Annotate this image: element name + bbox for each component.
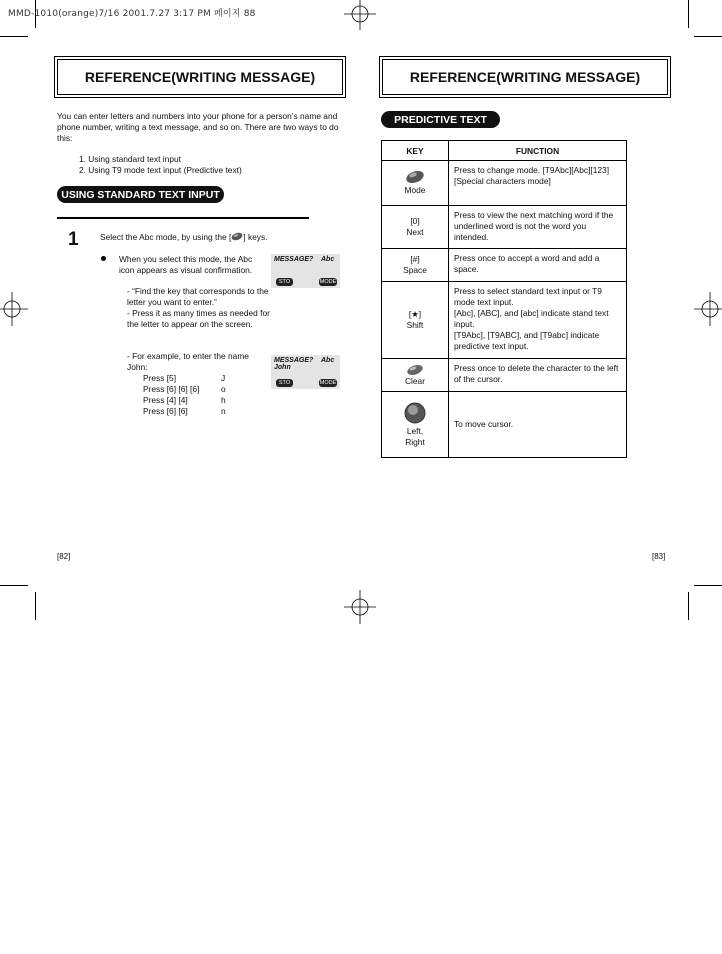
softkey-mode: MODE [319, 380, 337, 386]
example-keys: Press [6] [6] [6] [143, 384, 200, 394]
key-label: [0] Next [406, 216, 424, 237]
step-text-after: ] keys. [243, 232, 268, 242]
table-row [382, 249, 627, 282]
key-label: Left, Right [405, 425, 425, 447]
key-cell [382, 282, 449, 359]
step-text-before: Select the Abc mode, by using the [ [100, 232, 232, 242]
left-page-title: REFERENCE(WRITING MESSAGE) [57, 59, 343, 95]
crop-mark [0, 585, 28, 586]
crop-mark [694, 36, 722, 37]
table-header-row [382, 141, 627, 161]
way-item: 2. Using T9 mode text input (Predictive text) [79, 165, 242, 175]
function-cell: Press to select standard text input or T9 mode text input. [Abc], [ABC], and [abc] indicate stand text input. [T9Abc], [T9ABC], and [T9abc] indicate predictive text input. [449, 282, 627, 359]
sub-item: - Press it as many times as needed for the letter to appear on the screen. [127, 308, 270, 329]
navigation-key-icon [404, 402, 426, 424]
example-letter: J [221, 373, 226, 383]
header-function: FUNCTION [449, 141, 627, 161]
table-row [382, 392, 627, 458]
clear-key-icon [406, 364, 424, 376]
softkey-mode: MODE [319, 279, 337, 285]
example-keys: Press [5] [143, 373, 177, 383]
section-pill-predictive: PREDICTIVE TEXT [381, 111, 500, 128]
function-cell: Press to change mode. [T9Abc][Abc][123][Special characters mode] [449, 161, 627, 206]
page-number-left: [82] [57, 552, 71, 561]
sub-item: - “Find the key that corresponds to the letter you want to enter.” [127, 286, 269, 307]
example-intro: - For example, to enter the name John: [127, 351, 249, 372]
function-cell: Press once to delete the character to the left of the cursor. [449, 359, 627, 392]
screen-mode: Abc [321, 357, 335, 364]
table-row [382, 161, 627, 206]
registration-mark-right [694, 292, 722, 326]
key-cell [382, 249, 449, 282]
function-cell: Press to view the next matching word if the underlined word is not the word you intended. [449, 206, 627, 249]
section-pill-standard: USING STANDARD TEXT INPUT [57, 186, 224, 203]
crop-mark [688, 592, 689, 620]
registration-mark-left [0, 292, 28, 326]
section-divider [57, 217, 309, 219]
phone-screen-abc [271, 254, 340, 288]
key-cell [382, 359, 449, 392]
step-instruction [100, 232, 268, 243]
key-label: Mode [404, 185, 426, 195]
mode-key-icon [405, 170, 425, 184]
phone-screen-john [271, 355, 340, 389]
page-number-right: [83] [652, 552, 666, 561]
screen-entered-text: John [274, 364, 291, 371]
table-row [382, 359, 627, 392]
header-key: KEY [382, 141, 449, 161]
key-cell [382, 206, 449, 249]
key-label: [★] Shift [406, 309, 424, 330]
crop-mark [688, 0, 689, 28]
example-keys: Press [6] [6] [143, 406, 188, 416]
crop-mark [35, 592, 36, 620]
key-label: Clear [404, 375, 425, 386]
step-number: 1 [68, 229, 79, 250]
function-cell: To move cursor. [449, 392, 627, 458]
print-header: MMD-1010(orange)7/16 2001.7.27 3:17 PM 페이지 88 [8, 9, 256, 19]
mode-key-icon [231, 232, 243, 241]
softkey-sto: STO [276, 379, 293, 387]
table-row [382, 206, 627, 249]
key-function-table [381, 140, 627, 458]
key-cell [382, 392, 449, 458]
softkey-sto: STO [276, 278, 293, 286]
function-cell: Press once to accept a word and add a space. [449, 249, 627, 282]
key-cell [382, 161, 449, 206]
screen-prompt: MESSAGE? [274, 256, 314, 263]
intro-paragraph: You can enter letters and numbers into your phone for a person’s name and phone number, writing a text message, and so on. There are two ways to do this: [57, 111, 339, 143]
crop-mark [694, 585, 722, 586]
screen-mode: Abc [321, 256, 335, 263]
table-row [382, 282, 627, 359]
bullet-dot [101, 256, 106, 261]
crop-mark [0, 36, 28, 37]
key-label: [#] Space [403, 254, 427, 275]
bullet-text: When you select this mode, the Abc icon appears as visual confirmation. [119, 254, 253, 275]
right-page-title: REFERENCE(WRITING MESSAGE) [382, 59, 668, 95]
example-letter: h [221, 395, 226, 405]
screen-prompt: MESSAGE? [274, 357, 314, 364]
registration-mark-top [340, 0, 380, 30]
way-item: 1. Using standard text input [79, 154, 181, 164]
example-letter: n [221, 406, 226, 416]
example-keys: Press [4] [4] [143, 395, 188, 405]
example-letter: o [221, 384, 226, 394]
registration-mark-bottom [340, 590, 380, 624]
